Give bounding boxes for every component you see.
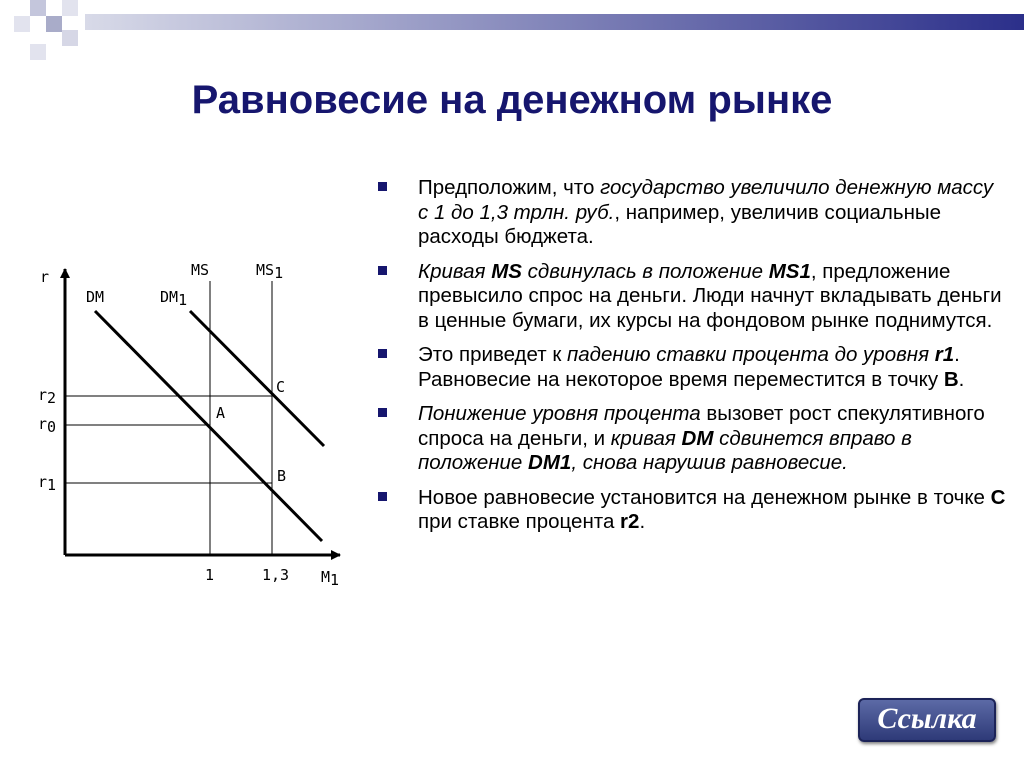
bullet-square-icon xyxy=(378,349,387,358)
list-item xyxy=(378,176,1008,250)
text-segment: Это приведет к xyxy=(418,343,567,366)
header-decoration xyxy=(0,0,1024,60)
y-axis-label: r xyxy=(40,268,50,286)
header-square xyxy=(62,30,78,46)
r2-label: r2 xyxy=(38,386,57,407)
text-segment: вызовет рост спекулятивного спроса на деньги, и xyxy=(418,402,985,450)
list-item xyxy=(378,486,1008,535)
text-segment: , например, увеличив социальные расходы бюджета. xyxy=(418,200,942,248)
text-segment: . xyxy=(639,510,646,533)
list-item-text xyxy=(418,260,1002,332)
text-segment: DM xyxy=(681,426,714,450)
bullet-square-icon xyxy=(378,266,387,275)
text-segment: государство увеличило денежную массу с 1 до 1,3 трлн. руб. xyxy=(418,176,994,224)
page-title: Равновесие на денежном рынке xyxy=(191,78,833,122)
r1-label: r1 xyxy=(38,473,57,494)
point-c-label: C xyxy=(276,378,286,396)
r0-label: r0 xyxy=(38,415,57,436)
text-segment: падению ставки процента до уровня xyxy=(567,343,935,366)
list-item xyxy=(378,402,1008,476)
text-segment: r2 xyxy=(620,510,640,533)
point-a-label: A xyxy=(216,404,226,422)
link-button[interactable]: Ссылка xyxy=(858,698,996,742)
text-segment: . Равновесие на некоторое время переместится в точку xyxy=(418,343,960,391)
list-item-text xyxy=(418,402,985,474)
text-segment: Понижение уровня процента xyxy=(418,402,701,425)
header-square xyxy=(62,0,78,16)
header-gradient-bar xyxy=(85,14,1024,30)
dm1-label: DM1 xyxy=(160,288,188,309)
header-square xyxy=(46,16,62,32)
x-axis-label: M1 xyxy=(321,568,340,589)
ms-label: MS xyxy=(191,261,210,279)
header-square xyxy=(30,0,46,16)
text-segment: Предположим, что xyxy=(418,176,601,199)
money-market-diagram xyxy=(30,255,360,595)
text-segment: сдвинется вправо в положение xyxy=(418,426,912,474)
list-item-text xyxy=(418,486,1005,534)
explanation-list xyxy=(378,176,1008,545)
text-segment: MS xyxy=(491,259,522,283)
text-segment: MS1 xyxy=(768,259,811,283)
x-tick-1-3: 1,3 xyxy=(262,566,290,584)
header-square xyxy=(14,16,30,32)
text-segment: кривая xyxy=(610,426,682,450)
text-segment: . xyxy=(958,367,965,391)
text-segment: , предложение превысило спрос на деньги. Люди начнут вкладывать деньги в ценные бумаги, их курсы на фондовом рынке поднимутся. xyxy=(418,259,1002,332)
list-item xyxy=(378,260,1008,334)
dm-line xyxy=(95,311,322,541)
text-segment: сдвинулась в положение xyxy=(521,259,769,283)
text-segment: Новое равновесие установится на денежном рынке в точке xyxy=(418,485,991,509)
text-segment: C xyxy=(990,485,1006,509)
text-segment: при ставке процента xyxy=(418,510,621,533)
text-segment: , снова нарушив равновесие. xyxy=(571,451,848,474)
list-item-text xyxy=(418,176,993,248)
bullet-square-icon xyxy=(378,182,387,191)
bullet-square-icon xyxy=(378,492,387,501)
text-segment: DM1 xyxy=(528,451,572,474)
text-segment: r1 xyxy=(934,343,955,366)
text-segment: Кривая xyxy=(418,259,492,283)
bullet-square-icon xyxy=(378,408,387,417)
list-item-text xyxy=(418,343,964,391)
ms1-label: MS1 xyxy=(256,261,284,282)
x-tick-1: 1 xyxy=(205,566,215,584)
dm-label: DM xyxy=(86,288,105,306)
point-b-label: B xyxy=(277,467,287,485)
list-item xyxy=(378,343,1008,392)
header-square xyxy=(30,44,46,60)
text-segment: B xyxy=(943,367,959,391)
